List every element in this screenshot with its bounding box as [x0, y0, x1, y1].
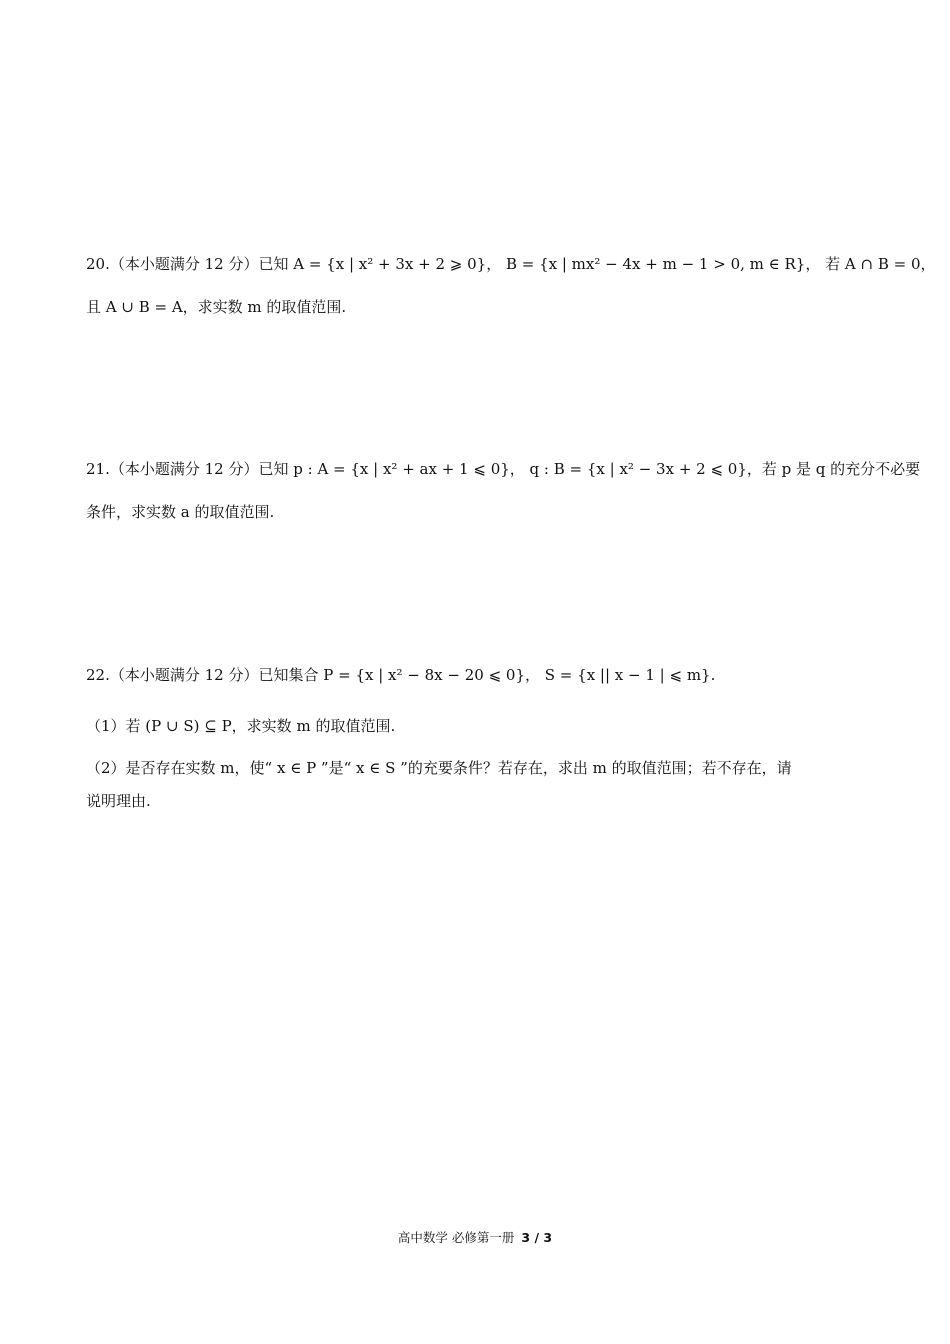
question-21-line-2: 条件，求实数 a 的取值范围. — [86, 503, 275, 521]
page-number: 3 / 3 — [521, 1230, 553, 1245]
question-20-line-1: 20.（本小题满分 12 分）已知 A = {x | x² + 3x + 2 ⩾ 0}， B = {x | mx² − 4x + m − 1 > 0, m ∈ R}， 若 A ∩ B = 0， — [86, 255, 936, 273]
question-20-line-2: 且 A ∪ B = A，求实数 m 的取值范围. — [86, 298, 347, 316]
page-footer — [0, 1228, 950, 1246]
question-21-line-1: 21.（本小题满分 12 分）已知 p : A = {x | x² + ax + 1 ⩽ 0}， q : B = {x | x² − 3x + 2 ⩽ 0}，若 p 是 q 的充分不必要 — [86, 460, 921, 478]
question-22-part-2-line-2: 说明理由. — [86, 792, 151, 810]
question-22-line-1: 22.（本小题满分 12 分）已知集合 P = {x | x² − 8x − 20 ⩽ 0}， S = {x || x − 1 | ⩽ m}. — [86, 666, 716, 684]
question-22-part-1: （1）若 (P ∪ S) ⊆ P，求实数 m 的取值范围. — [86, 717, 396, 735]
question-22-part-2-line-1: （2）是否存在实数 m，使“ x ∈ P ”是“ x ∈ S ”的充要条件？若存在，求出 m 的取值范围；若不存在，请 — [86, 759, 792, 777]
footer-label: 高中数学 必修第一册 — [397, 1230, 515, 1245]
